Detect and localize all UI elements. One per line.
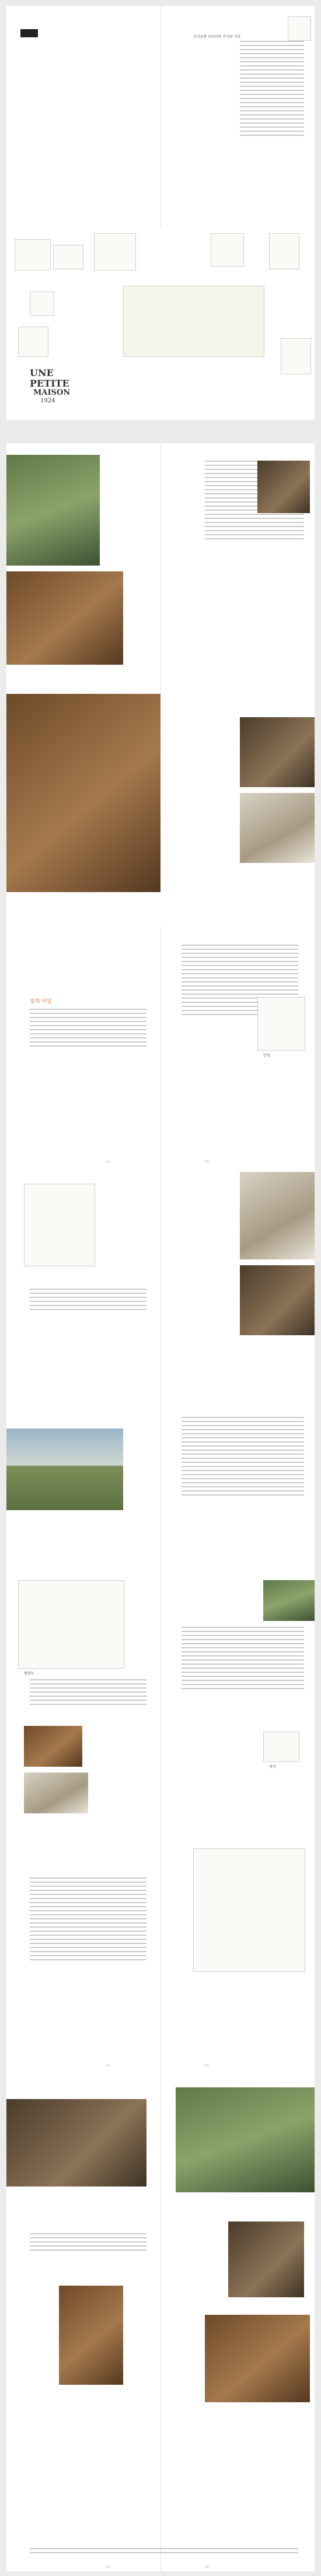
spread-5 [6, 1172, 315, 1405]
spread-sketches [6, 227, 315, 420]
gutter [160, 1557, 161, 1825]
gutter [160, 2221, 161, 2571]
chair-caption: 의자 [269, 1765, 276, 1769]
photo-living-right [176, 2087, 315, 2192]
photo-landscape [6, 1429, 123, 1510]
spread-10 [6, 2221, 315, 2571]
photo-interior-wall [6, 571, 123, 665]
glasses-caption: 안경 [263, 1054, 270, 1058]
body-text-left [30, 1009, 146, 1050]
photo-bedroom [59, 2286, 123, 2385]
photo-bookshelf [6, 694, 160, 892]
stool-sketch [30, 292, 54, 316]
photo-living-left [6, 2099, 146, 2187]
page-header-title: 지식공방 무라이의 기가의 기지 [193, 35, 241, 39]
sketch-title-line1: UNE [30, 367, 54, 378]
page-number-left: 058 [106, 2566, 110, 2568]
body-text-bottom [30, 2548, 298, 2556]
sketch-title-line4: 1924 [40, 398, 55, 404]
photo-exterior [6, 455, 100, 566]
photo-bath [228, 2221, 304, 2297]
gutter [160, 6, 161, 227]
photo-garden [263, 1580, 315, 1621]
spread-8 [6, 1825, 315, 2076]
gutter [160, 2076, 161, 2221]
gutter [160, 1172, 161, 1405]
chair-sketch [18, 327, 48, 357]
body-text-left [30, 1877, 146, 1963]
body-text-left [30, 1289, 146, 1313]
window-sketch [211, 233, 244, 266]
sketch-title-line3: MAISON [33, 388, 71, 397]
table-sketch [53, 245, 83, 269]
spread-3 [6, 694, 315, 927]
plan-caption: 평면도 [24, 1672, 34, 1676]
axonometric-sketch [193, 1848, 305, 1972]
glasses-sketch [257, 997, 305, 1051]
page-number-left: 054 [106, 1160, 110, 1163]
photo-dining [24, 1726, 82, 1767]
gutter [160, 927, 161, 1172]
spread-6 [6, 1405, 315, 1557]
page-number-right: 059 [205, 2566, 210, 2568]
photo-corridor [205, 2315, 310, 2402]
page-number-left: 056 [106, 2064, 110, 2067]
photo-window [24, 1773, 88, 1813]
body-text-right [182, 1627, 304, 1692]
gutter [160, 1405, 161, 1557]
chair-sketch-2 [263, 1732, 299, 1762]
portrait-sketch [288, 16, 311, 41]
house-plan-sketch [123, 286, 264, 357]
section-heading: 집의 비밀 [30, 999, 52, 1005]
body-text-right [182, 1417, 304, 1498]
photo-skylight [240, 1172, 315, 1259]
shelf-sketch [281, 338, 311, 374]
room-sketch-1 [15, 239, 51, 271]
spread-9 [6, 2076, 315, 2221]
sketch-title-line2: PETITE [30, 378, 69, 389]
photo-wood-detail [240, 717, 315, 787]
body-text-left [30, 2233, 146, 2254]
photo-room [240, 793, 315, 863]
room-sketch-2 [94, 233, 136, 271]
spread-4 [6, 927, 315, 1172]
logo-sketch [20, 29, 38, 37]
spread-7 [6, 1557, 315, 1825]
spread-1 [6, 6, 315, 227]
gutter [160, 1825, 161, 2076]
photo-portrait [257, 461, 310, 513]
photo-hall [240, 1265, 315, 1335]
page-number-right: 055 [205, 1160, 210, 1163]
lamp-sketch [269, 233, 299, 269]
plan-sketch [18, 1580, 124, 1669]
intro-text-block [240, 41, 304, 139]
spread-2 [6, 443, 315, 694]
page-number-right: 057 [205, 2064, 210, 2067]
gutter [160, 443, 161, 694]
body-text-left [30, 1679, 146, 1708]
stair-sketch [24, 1184, 95, 1266]
